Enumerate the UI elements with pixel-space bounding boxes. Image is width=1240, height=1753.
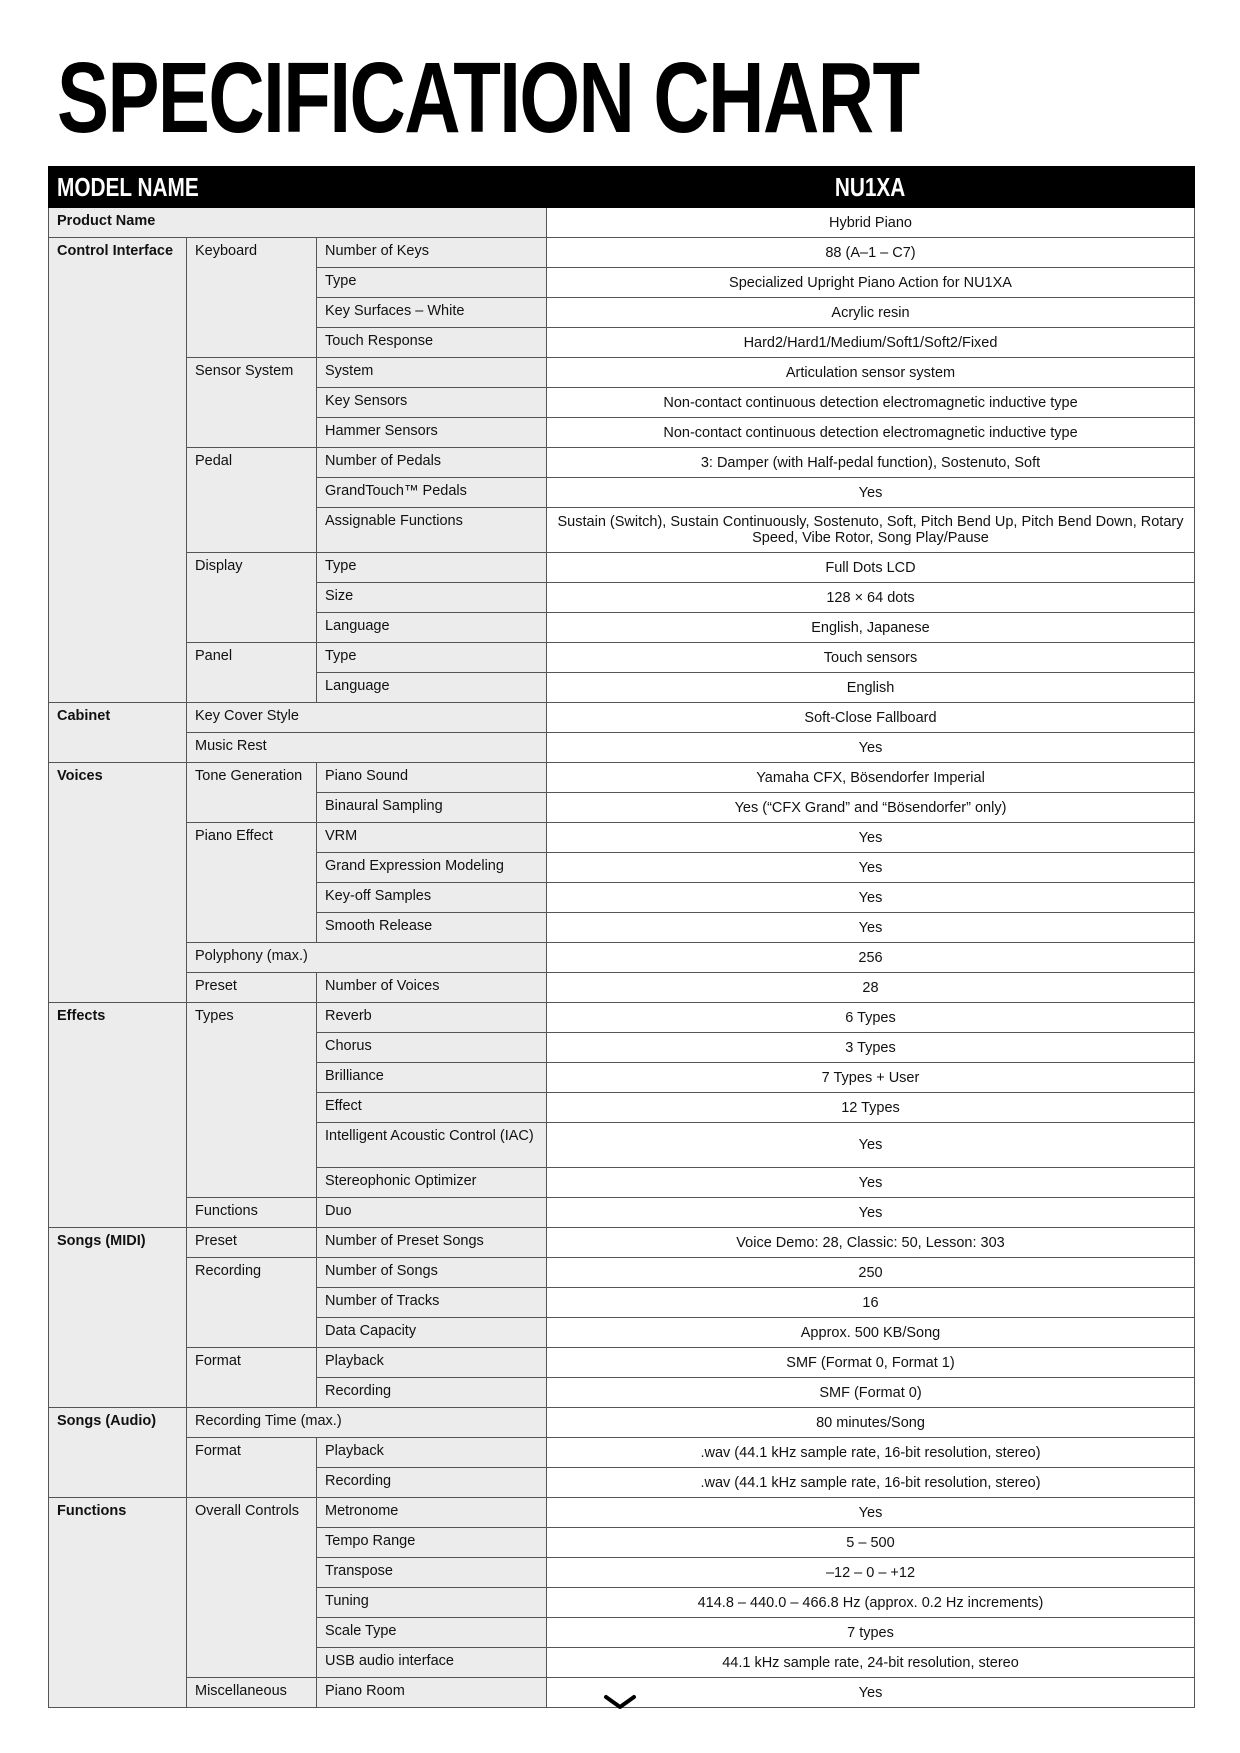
item-label: Metronome xyxy=(317,1498,547,1528)
group-label: Format xyxy=(187,1438,317,1498)
item-value: .wav (44.1 kHz sample rate, 16-bit resolution, stereo) xyxy=(547,1468,1195,1498)
product-name-label: Product Name xyxy=(49,208,547,238)
item-label: Piano Sound xyxy=(317,763,547,793)
item-value: Yes xyxy=(547,733,1195,763)
item-label: Duo xyxy=(317,1198,547,1228)
item-value: 80 minutes/Song xyxy=(547,1408,1195,1438)
item-value: 88 (A–1 – C7) xyxy=(547,238,1195,268)
group-label: Preset xyxy=(187,1228,317,1258)
category-label: Cabinet xyxy=(49,703,187,763)
category-label: Voices xyxy=(49,763,187,1003)
item-value: Full Dots LCD xyxy=(547,553,1195,583)
group-label: Keyboard xyxy=(187,238,317,358)
item-label: Number of Tracks xyxy=(317,1288,547,1318)
item-value: 6 Types xyxy=(547,1003,1195,1033)
item-label: Touch Response xyxy=(317,328,547,358)
item-value: Yes xyxy=(547,853,1195,883)
item-label: Language xyxy=(317,613,547,643)
item-value: English, Japanese xyxy=(547,613,1195,643)
item-label: Transpose xyxy=(317,1558,547,1588)
item-value: Articulation sensor system xyxy=(547,358,1195,388)
group-label: Pedal xyxy=(187,448,317,553)
item-value: Yes xyxy=(547,1678,1195,1708)
group-label: Key Cover Style xyxy=(187,703,547,733)
item-label: Reverb xyxy=(317,1003,547,1033)
item-label: Number of Songs xyxy=(317,1258,547,1288)
chevron-down-icon[interactable] xyxy=(603,1693,637,1711)
item-value: Sustain (Switch), Sustain Continuously, Sostenuto, Soft, Pitch Bend Up, Pitch Bend Down, Rotary Speed, Vibe Rotor, Song Play/Pause xyxy=(547,508,1195,553)
table-row xyxy=(49,448,1195,478)
table-row xyxy=(49,238,1195,268)
model-header xyxy=(547,167,1195,208)
item-label: USB audio interface xyxy=(317,1648,547,1678)
category-label: Effects xyxy=(49,1003,187,1228)
item-value: 256 xyxy=(547,943,1195,973)
item-value: –12 – 0 – +12 xyxy=(547,1558,1195,1588)
item-label: Type xyxy=(317,643,547,673)
model-value: NU1XA xyxy=(835,172,906,202)
category-label: Functions xyxy=(49,1498,187,1708)
item-label: Tuning xyxy=(317,1588,547,1618)
item-value: 12 Types xyxy=(547,1093,1195,1123)
group-label: Sensor System xyxy=(187,358,317,448)
item-label: Language xyxy=(317,673,547,703)
table-row xyxy=(49,1258,1195,1288)
item-label: Chorus xyxy=(317,1033,547,1063)
item-value: Non-contact continuous detection electromagnetic inductive type xyxy=(547,418,1195,448)
group-label: Music Rest xyxy=(187,733,547,763)
item-label: Brilliance xyxy=(317,1063,547,1093)
item-value: Approx. 500 KB/Song xyxy=(547,1318,1195,1348)
item-value: Yes xyxy=(547,1123,1195,1168)
item-label: Playback xyxy=(317,1438,547,1468)
table-row xyxy=(49,763,1195,793)
group-label: Panel xyxy=(187,643,317,703)
table-row xyxy=(49,358,1195,388)
item-value: Yes xyxy=(547,913,1195,943)
table-row xyxy=(49,823,1195,853)
group-label: Miscellaneous xyxy=(187,1678,317,1708)
item-value: 5 – 500 xyxy=(547,1528,1195,1558)
item-value: Voice Demo: 28, Classic: 50, Lesson: 303 xyxy=(547,1228,1195,1258)
spec-table xyxy=(48,166,1195,1708)
item-label: Key Surfaces – White xyxy=(317,298,547,328)
item-label: System xyxy=(317,358,547,388)
item-label: Scale Type xyxy=(317,1618,547,1648)
table-row xyxy=(49,1198,1195,1228)
table-row xyxy=(49,703,1195,733)
item-value: Non-contact continuous detection electromagnetic inductive type xyxy=(547,388,1195,418)
item-label: Recording xyxy=(317,1468,547,1498)
item-value: 44.1 kHz sample rate, 24-bit resolution, stereo xyxy=(547,1648,1195,1678)
item-label: Data Capacity xyxy=(317,1318,547,1348)
item-label: Type xyxy=(317,268,547,298)
page-title: SPECIFICATION CHART xyxy=(57,42,919,154)
item-label: Hammer Sensors xyxy=(317,418,547,448)
item-label: Effect xyxy=(317,1093,547,1123)
item-label: Number of Keys xyxy=(317,238,547,268)
table-row xyxy=(49,1438,1195,1468)
item-label: Type xyxy=(317,553,547,583)
item-label: Binaural Sampling xyxy=(317,793,547,823)
item-label: Intelligent Acoustic Control (IAC) xyxy=(317,1123,547,1168)
item-value: 7 Types + User xyxy=(547,1063,1195,1093)
item-label: Number of Voices xyxy=(317,973,547,1003)
item-value: Yes xyxy=(547,1498,1195,1528)
category-label: Control Interface xyxy=(49,238,187,703)
item-value: 28 xyxy=(547,973,1195,1003)
item-value: 250 xyxy=(547,1258,1195,1288)
item-value: 3: Damper (with Half-pedal function), Sostenuto, Soft xyxy=(547,448,1195,478)
product-name-value: Hybrid Piano xyxy=(547,208,1195,238)
item-value: Yes xyxy=(547,1198,1195,1228)
group-label: Preset xyxy=(187,973,317,1003)
item-value: .wav (44.1 kHz sample rate, 16-bit resolution, stereo) xyxy=(547,1438,1195,1468)
item-label: VRM xyxy=(317,823,547,853)
group-label: Display xyxy=(187,553,317,643)
group-label: Functions xyxy=(187,1198,317,1228)
group-label: Recording Time (max.) xyxy=(187,1408,547,1438)
table-row xyxy=(49,208,1195,238)
item-value: 128 × 64 dots xyxy=(547,583,1195,613)
item-label: Size xyxy=(317,583,547,613)
table-row xyxy=(49,1228,1195,1258)
item-label: Playback xyxy=(317,1348,547,1378)
item-label: Recording xyxy=(317,1378,547,1408)
table-row xyxy=(49,553,1195,583)
item-label: Assignable Functions xyxy=(317,508,547,553)
item-value: Yes xyxy=(547,1168,1195,1198)
item-value: Yes (“CFX Grand” and “Bösendorfer” only) xyxy=(547,793,1195,823)
item-value: Touch sensors xyxy=(547,643,1195,673)
model-name-header xyxy=(49,167,547,208)
item-value: SMF (Format 0, Format 1) xyxy=(547,1348,1195,1378)
item-value: Yes xyxy=(547,478,1195,508)
model-name-label: MODEL NAME xyxy=(57,172,199,202)
group-label: Format xyxy=(187,1348,317,1408)
item-value: 16 xyxy=(547,1288,1195,1318)
table-row xyxy=(49,1003,1195,1033)
item-label: Key Sensors xyxy=(317,388,547,418)
item-label: GrandTouch™ Pedals xyxy=(317,478,547,508)
group-label: Tone Generation xyxy=(187,763,317,823)
item-value: Yes xyxy=(547,823,1195,853)
item-value: SMF (Format 0) xyxy=(547,1378,1195,1408)
table-row xyxy=(49,1408,1195,1438)
table-row xyxy=(49,1498,1195,1528)
table-row xyxy=(49,973,1195,1003)
item-value: Specialized Upright Piano Action for NU1XA xyxy=(547,268,1195,298)
group-label: Recording xyxy=(187,1258,317,1348)
item-label: Tempo Range xyxy=(317,1528,547,1558)
item-label: Grand Expression Modeling xyxy=(317,853,547,883)
group-label: Overall Controls xyxy=(187,1498,317,1678)
item-value: Yes xyxy=(547,883,1195,913)
table-row xyxy=(49,1348,1195,1378)
item-value: Acrylic resin xyxy=(547,298,1195,328)
item-label: Stereophonic Optimizer xyxy=(317,1168,547,1198)
group-label: Piano Effect xyxy=(187,823,317,943)
group-label: Polyphony (max.) xyxy=(187,943,547,973)
item-label: Key-off Samples xyxy=(317,883,547,913)
item-value: Yamaha CFX, Bösendorfer Imperial xyxy=(547,763,1195,793)
table-header-row xyxy=(49,167,1195,208)
item-value: 7 types xyxy=(547,1618,1195,1648)
table-row xyxy=(49,733,1195,763)
item-label: Piano Room xyxy=(317,1678,547,1708)
item-label: Smooth Release xyxy=(317,913,547,943)
item-value: 3 Types xyxy=(547,1033,1195,1063)
category-label: Songs (Audio) xyxy=(49,1408,187,1498)
item-value: Soft-Close Fallboard xyxy=(547,703,1195,733)
item-label: Number of Preset Songs xyxy=(317,1228,547,1258)
spec-table-body xyxy=(49,167,1195,1708)
category-label: Songs (MIDI) xyxy=(49,1228,187,1408)
item-value: Hard2/Hard1/Medium/Soft1/Soft2/Fixed xyxy=(547,328,1195,358)
group-label: Types xyxy=(187,1003,317,1198)
item-value: English xyxy=(547,673,1195,703)
item-value: 414.8 – 440.0 – 466.8 Hz (approx. 0.2 Hz increments) xyxy=(547,1588,1195,1618)
table-row xyxy=(49,943,1195,973)
table-row xyxy=(49,643,1195,673)
item-label: Number of Pedals xyxy=(317,448,547,478)
